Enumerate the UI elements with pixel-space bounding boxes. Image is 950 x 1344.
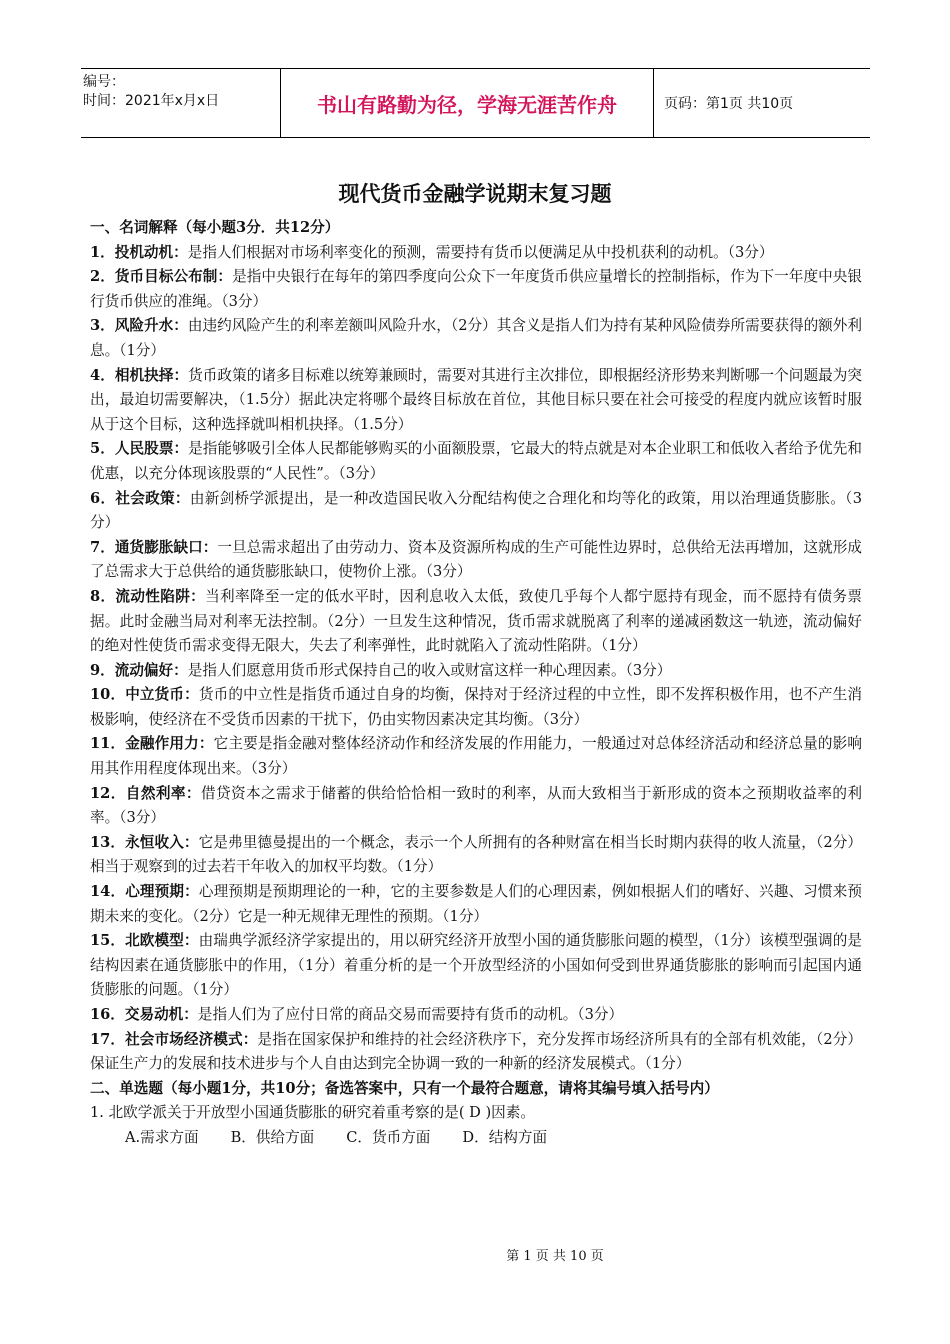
definition-text: 它是弗里德曼提出的一个概念，表示一个人所拥有的各种财富在相当长时期内获得的收人流量，（2分）相当于观察到的过去若干年收入的加权平均数。（1分） [90,833,862,876]
document-body [90,216,862,1151]
definition-text: 一旦总需求超出了由劳动力、资本及资源所构成的生产可能性边界时，总供给无法再增加，这就形成了总需求大于总供给的通货膨胀缺口，使物价上涨。（3分） [90,538,862,581]
definition-item [90,585,862,659]
definition-text: 是指人们根据对市场利率变化的预测，需要持有货币以便满足从中投机获利的动机。（3分） [187,243,774,261]
definition-term: 5．人民股票： [90,440,189,458]
definition-text: 是指中央银行在每年的第四季度向公众下一年度货币供应量增长的控制指标，作为下一年度中央银行货币供应的准绳。（3分） [90,268,862,310]
section1-heading: 一、名词解释（每小题3分．共12分） [90,219,340,236]
definition-text: 由违约风险产生的利率差额叫风险升水，（2分）其含义是指人们为持有某种风险债券所需要获得的额外利息。（1分） [90,317,863,359]
definition-term: 14．心理预期： [90,883,199,901]
definition-item [90,1003,862,1028]
definition-term: 15．北欧模型： [90,932,199,950]
definition-item [90,831,862,880]
definition-text: 是指能够吸引全体人民都能够购买的小面额股票，它最大的特点就是对本企业职工和低收入者给予优先和优惠，以充分体现该股票的“人民性”。（3分） [90,440,862,482]
definition-text: 借贷资本之需求于储蓄的供给恰恰相一致时的利率，从而大致相当于新形成的资本之预期收益率的利率。（3分） [90,784,862,827]
option-b: B．供给方面 [230,1128,315,1146]
definition-term: 17．社会市场经济模式： [90,1030,258,1048]
definition-item [90,265,862,314]
definition-item [90,364,862,438]
definition-term: 16．交易动机： [90,1006,198,1023]
definition-item [90,536,862,585]
question-1-options [90,1126,862,1151]
header-motto: 书山有路勤为径，学海无涯苦作舟 [281,69,654,137]
definition-text: 当利率降至一定的低水平时，因利息收入太低，致使几乎每个人都宁愿持有现金，而不愿持有债务票据。此时金融当局对利率无法控制。（2分）一旦发生这种情况，货币需求就脱离了利率的递减函数这一轨迹，流动偏好的绝对性使货币需求变得无限大，失去了利率弹性，此时就陷入了流动性陷阱。（1分） [90,587,863,655]
definition-term: 8．流动性陷阱： [90,587,206,605]
definition-text: 货币政策的诸多目标难以统筹兼顾时，需要对其进行主次排位，即根据经济形势来判断哪一个问题最为突出，最迫切需要解决，（1.5分）据此决定将哪个最终目标放在首位，其他目标只要在社会可接受的程度内就应该暂时服从于这个目标，这种选择就叫相机抉择。（1.5分） [90,366,862,433]
definition-text: 是指人们为了应付日常的商品交易而需要持有货币的动机。（3分） [197,1006,624,1023]
definition-text: 由新剑桥学派提出，是一种改造国民收入分配结构使之合理化和均等化的政策，用以治理通货膨胀。（3分） [90,489,862,532]
definition-term: 7．通货膨胀缺口： [90,538,218,556]
page-footer: 第 1 页 共 10 页 [506,1249,604,1264]
definition-term: 4．相机抉择： [90,366,189,384]
definition-term: 6．社会政策： [90,489,190,507]
definition-item [90,314,862,363]
definition-item [90,487,862,536]
header-page-label: 页码：第1页 共10页 [664,96,794,112]
time-label: 时间：2021年x月x日 [83,93,220,109]
definition-term: 11．金融作用力： [90,735,214,753]
number-label: 编号： [83,74,125,90]
definition-term: 2．货币目标公布制： [90,268,233,286]
definition-text: 它主要是指金融对整体经济动作和经济发展的作用能力，一般通过对总体经济活动和经济总量的影响用其作用程度体现出来。（3分） [90,735,862,778]
definition-item [90,241,862,266]
definition-text: 是指在国家保护和维持的社会经济秩序下，充分发挥市场经济所具有的全部有机效能，（2分）保证生产力的发展和技术进步与个人自由达到完全协调一致的一种新的经济发展模式。（1分） [90,1030,863,1073]
option-a: A.需求方面 [125,1128,199,1146]
document-title: 现代货币金融学说期末复习题 [338,182,612,206]
definition-item [90,929,862,1003]
definition-text: 由瑞典学派经济学家提出的，用以研究经济开放型小国的通货膨胀问题的模型，（1分）该模型强调的是结构因素在通货膨胀中的作用，（1分）着重分析的是一个开放型经济的小国如何受到世界通货膨胀的影响而引起国内通货膨胀的问题。（1分） [90,932,862,999]
option-c: C．货币方面 [346,1128,431,1146]
option-d: D．结构方面 [462,1128,548,1146]
header-meta [81,69,281,137]
definition-item [90,1028,862,1077]
definition-term: 1．投机动机： [90,243,188,261]
definition-item [90,683,862,732]
definition-item [90,437,862,486]
definition-text: 货币的中立性是指货币通过自身的均衡，保持对于经济过程的中立性，即不发挥积极作用，也不产生消极影响，使经济在不受货币因素的干扰下，仍由实物因素决定其均衡。（3分） [90,686,862,728]
definition-term: 10．中立货币： [90,686,199,704]
definition-item [90,880,862,929]
definition-term: 12．自然利率： [90,784,201,802]
definition-term: 3．风险升水： [90,317,188,335]
definition-text: 心理预期是预期理论的一种，它的主要参数是人们的心理因素，例如根据人们的嗜好、兴趣、习惯来预期未来的变化。（2分）它是一种无规律无理性的预期。（1分） [90,883,862,925]
definition-item [90,732,862,781]
definition-item [90,659,862,684]
definition-term: 13．永恒收入： [90,833,199,851]
definition-item [90,782,862,831]
section2-heading: 二、单选题（每小题1分，共10分；备选答案中，只有一个最符合题意，请将其编号填入括号内） [90,1079,719,1097]
definition-term: 9．流动偏好： [90,661,188,679]
page-header [81,68,870,138]
definition-text: 是指人们愿意用货币形式保持自己的收入或财富这样一种心理因素。（3分） [187,661,672,679]
question-1: 1. 北欧学派关于开放型小国通货膨胀的研究着重考察的是( D )因素。 [90,1104,535,1122]
